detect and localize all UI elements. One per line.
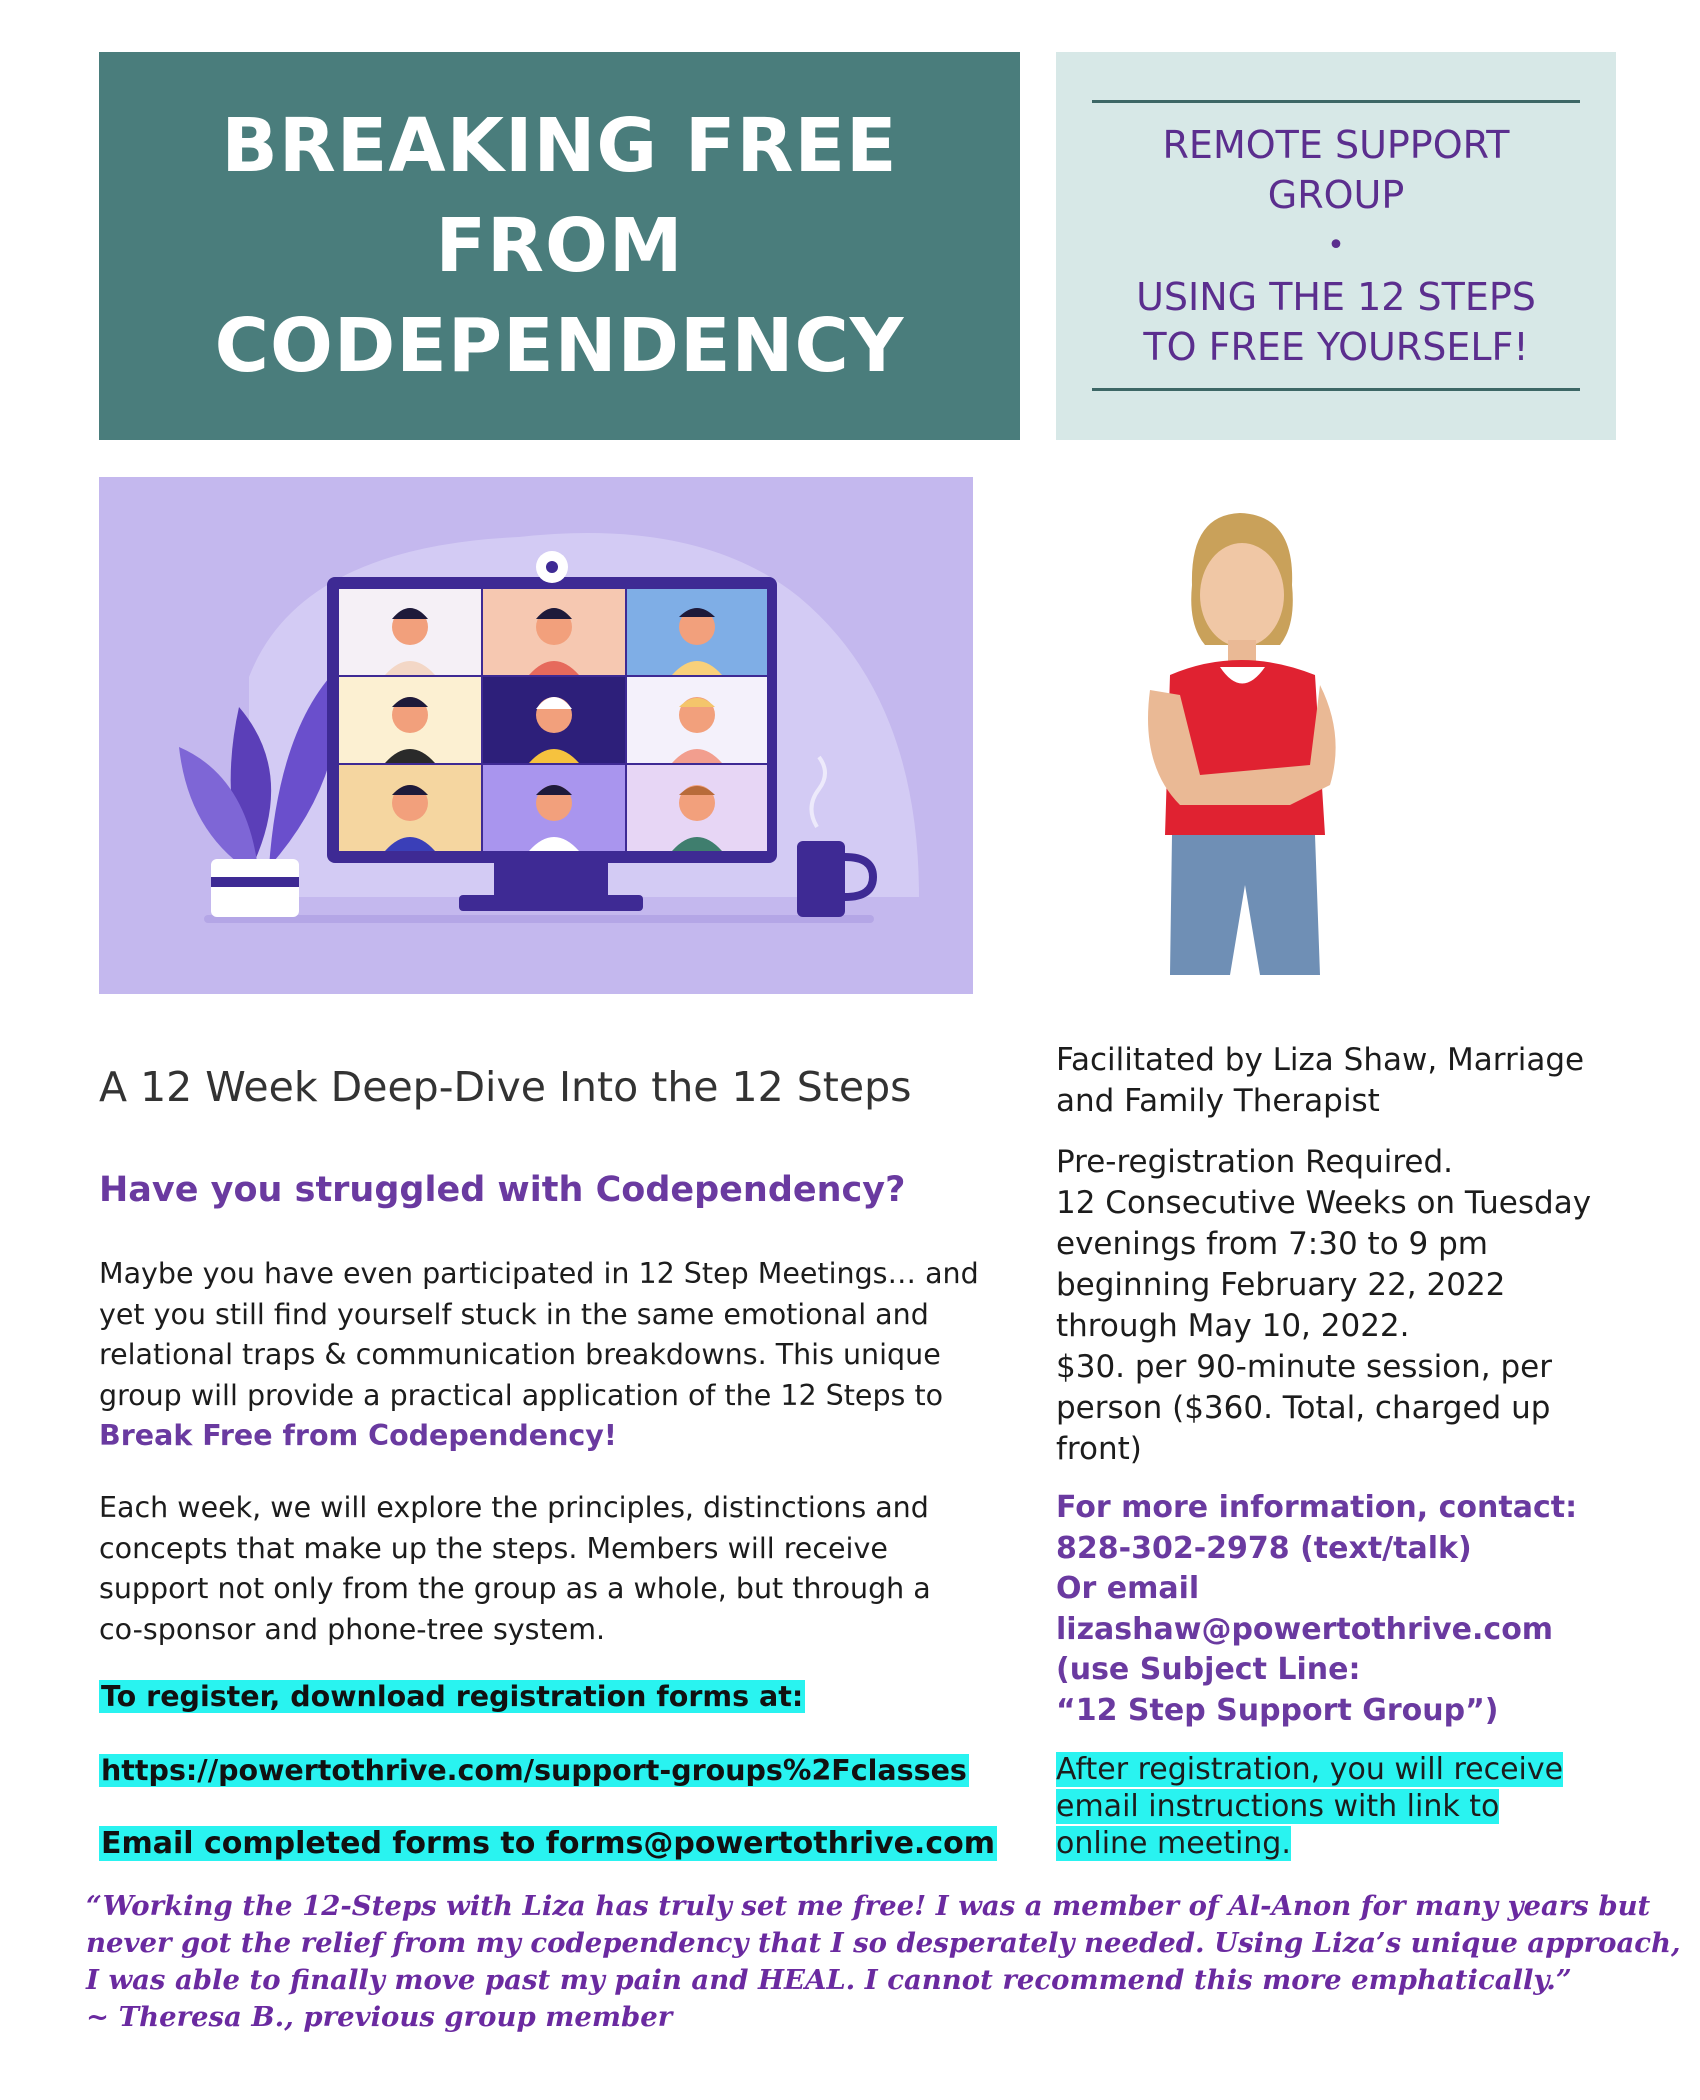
- register-label: To register, download registration forms at:: [101, 1680, 804, 1713]
- bottom-rule: [1092, 388, 1580, 391]
- after-registration-text: After registration, you will receive email instructions with link to online meeting.: [1056, 1752, 1564, 1861]
- testimonial-quote: “Working the 12-Steps with Liza has truly set me free! I was a member of Al-Anon for many years but never got the relief from my codependency that I so desperately needed. Using Liza’s unique approach, I was able to finally move past my pain and HEAL. I cannot recommend this more emphatically.”: [86, 1890, 1681, 1996]
- page-title: [99, 96, 1020, 396]
- schedule-text: Pre-registration Required. 12 Consecutive Weeks on Tuesday evenings from 7:30 to 9 pm beginning February 22, 2022 through May 10, 2022. $30. per 90-minute session, per person ($360. Total, charged up front): [1056, 1144, 1592, 1467]
- intro-text: Maybe you have even participated in 12 Step Meetings… and yet you still find yourself stuck in the same emotional and relational traps & communication breakdowns. This unique group will provide a practical application of the 12 Steps to: [99, 1257, 979, 1412]
- email-forms-link[interactable]: Email completed forms to forms@powertothrive.com: [101, 1826, 995, 1861]
- intro-emphasis: Break Free from Codependency!: [99, 1419, 617, 1452]
- info-box-text: [1076, 120, 1596, 372]
- top-rule: [1092, 100, 1580, 103]
- monitor-icon: [327, 551, 777, 911]
- question-heading: Have you struggled with Codependency?: [99, 1170, 906, 1210]
- contact-info[interactable]: For more information, contact: 828-302-2978 (text/talk) Or email lizashaw@powertothrive.com (use Subject Line: “12 Step Support Group”): [1056, 1490, 1578, 1728]
- facilitator-text: Facilitated by Liza Shaw, Marriage and Family Therapist: [1056, 1042, 1585, 1119]
- after-registration-note: [1056, 1751, 1576, 1862]
- testimonial-attribution: ~ Theresa B., previous group member: [86, 2001, 673, 2033]
- twelve-steps-label: USING THE 12 STEPS TO FREE YOURSELF!: [1136, 275, 1536, 369]
- register-link[interactable]: https://powertothrive.com/support-groups%2Fclasses: [101, 1754, 967, 1787]
- video-call-illustration: [99, 477, 973, 994]
- remote-group-label: REMOTE SUPPORT GROUP: [1162, 123, 1510, 217]
- subheading: A 12 Week Deep-Dive Into the 12 Steps: [99, 1063, 912, 1111]
- title-banner: [99, 52, 1020, 440]
- title-line-2: CODEPENDENCY: [214, 303, 905, 389]
- weekly-paragraph: Each week, we will explore the principles, distinctions and concepts that make up the steps. Members will receive support not only from the group as a whole, but through a co-sponsor and phone-tree system.: [99, 1491, 931, 1646]
- testimonial: [86, 1888, 1686, 2036]
- facilitator-photo: [1110, 505, 1370, 975]
- title-line-1: BREAKING FREE FROM: [221, 103, 898, 289]
- bullet-icon: •: [1327, 228, 1345, 263]
- info-box: [1056, 52, 1616, 440]
- intro-paragraph: [99, 1254, 979, 1457]
